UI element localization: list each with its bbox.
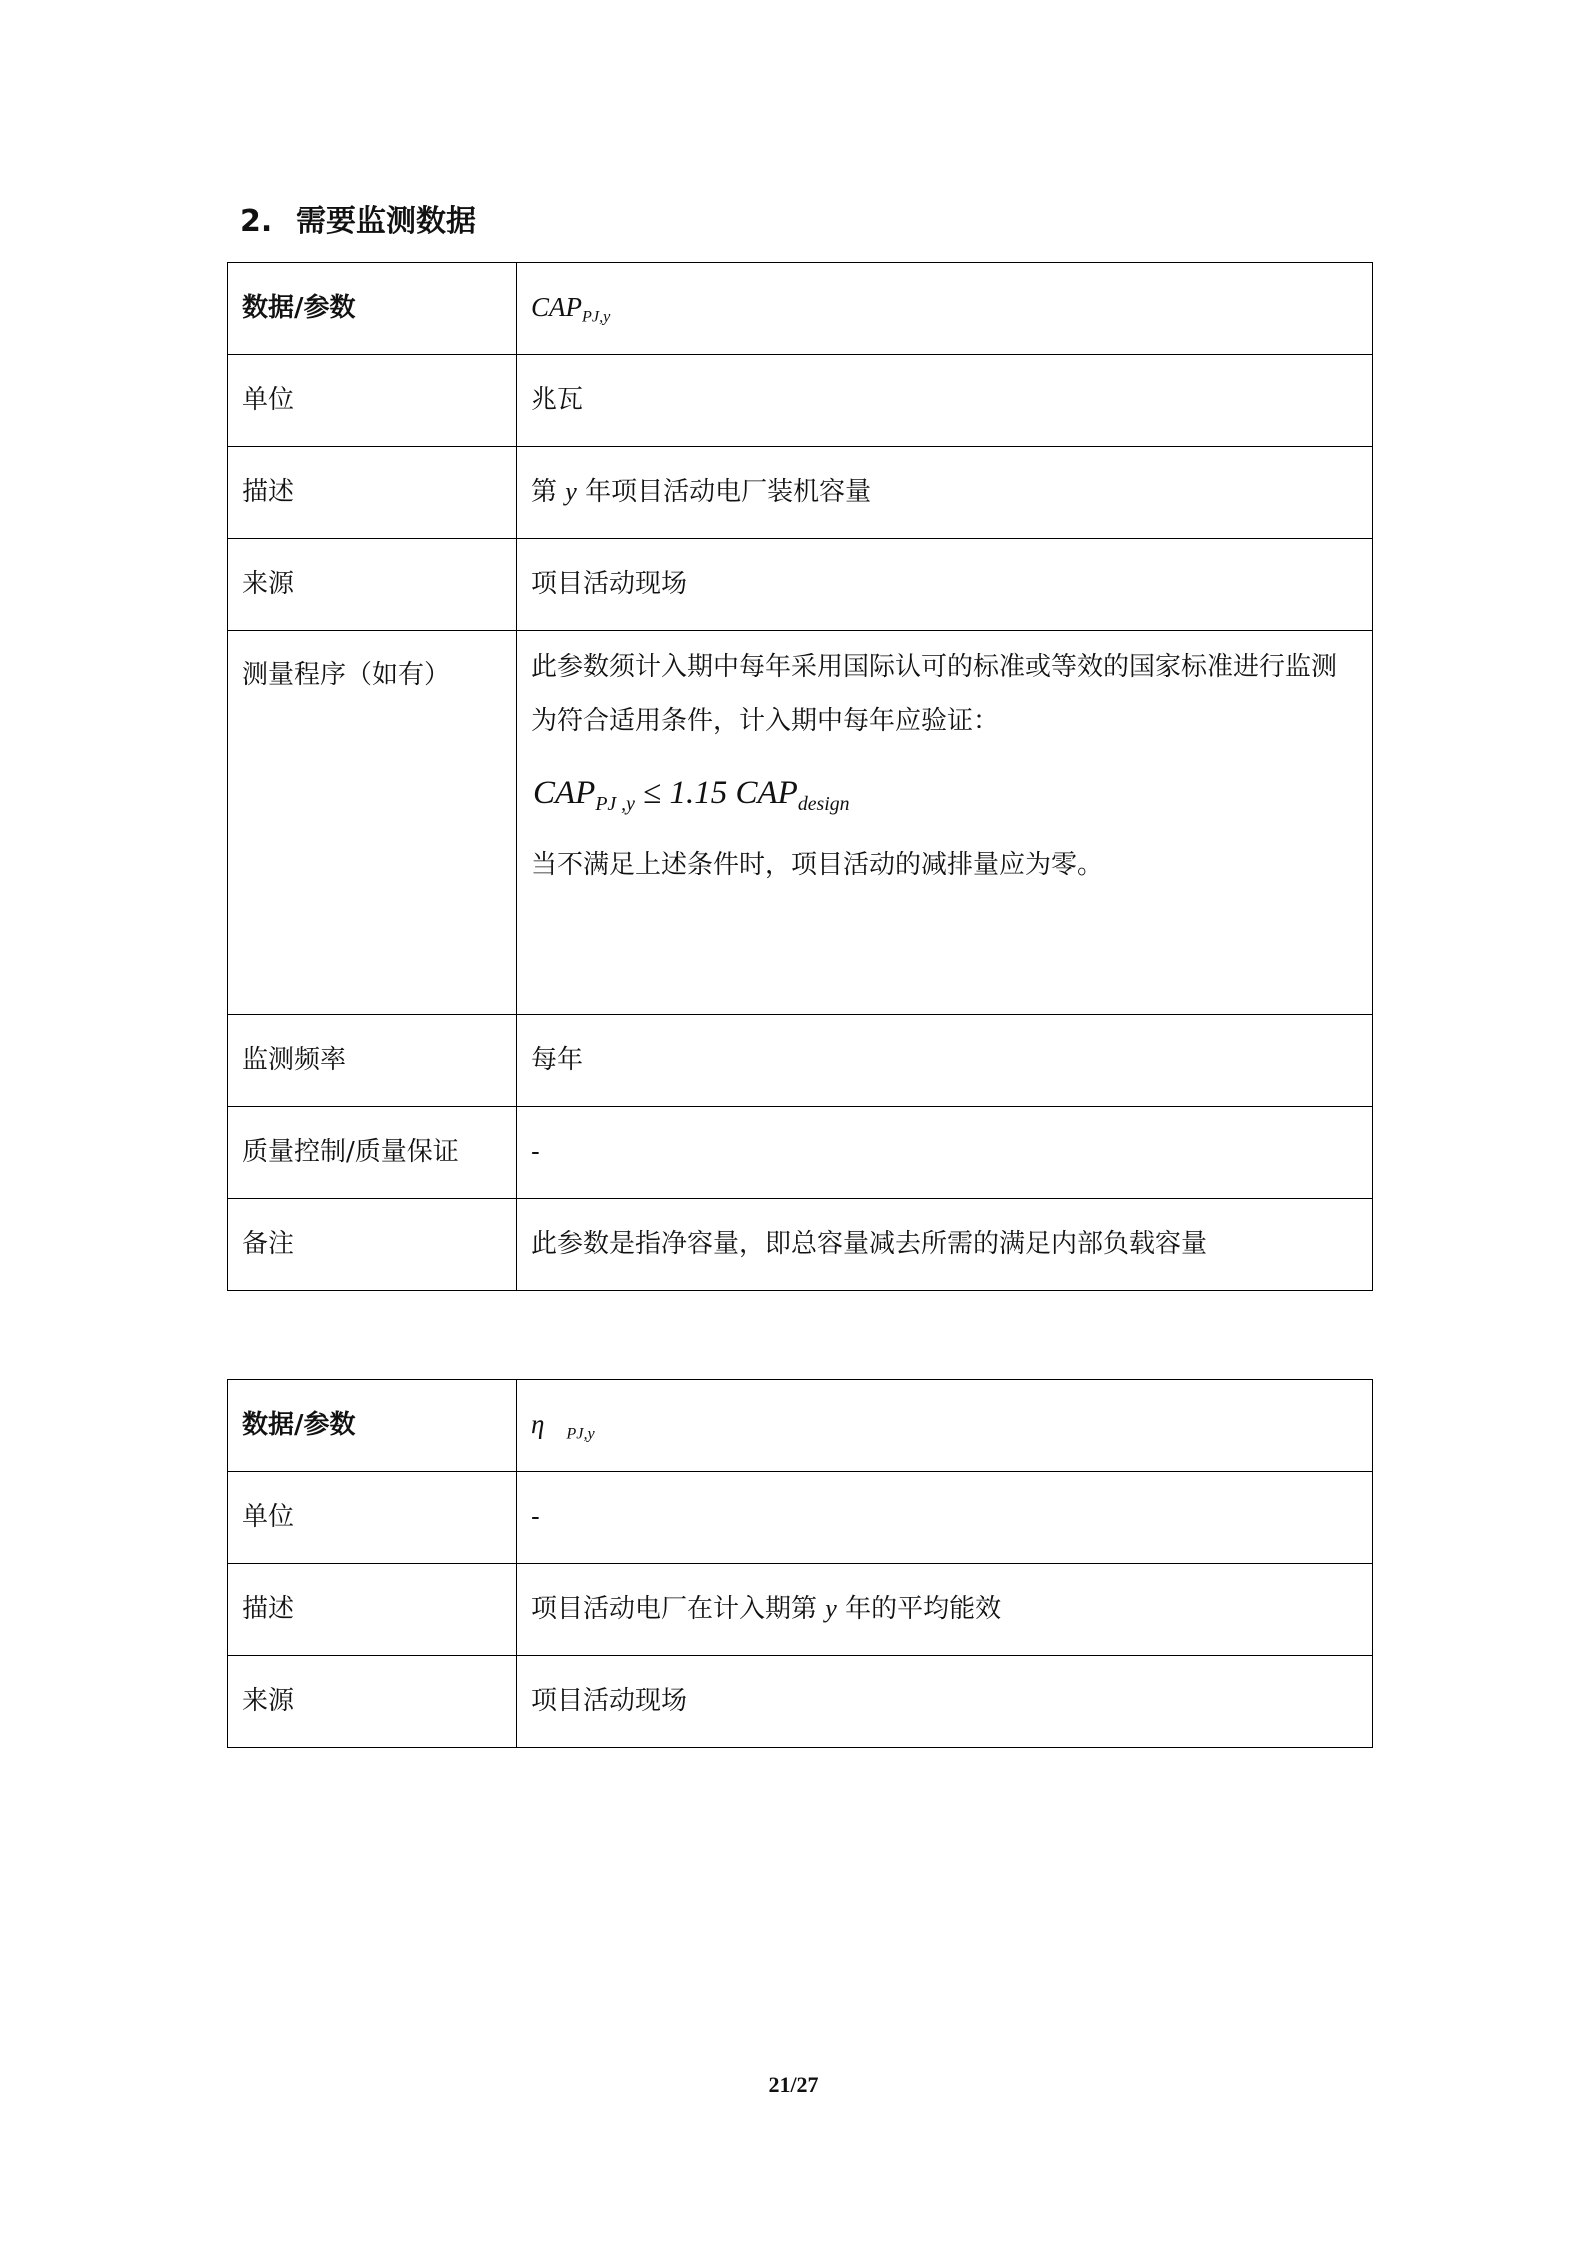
param-symbol-base: η bbox=[531, 1409, 545, 1440]
unit-label: 单位 bbox=[228, 355, 517, 447]
table-row bbox=[228, 1380, 1373, 1472]
param-symbol bbox=[517, 1380, 1373, 1472]
table-row bbox=[228, 1199, 1373, 1291]
table-row bbox=[228, 1015, 1373, 1107]
param-symbol-base: CAP bbox=[531, 292, 582, 323]
procedure-label: 测量程序（如有） bbox=[228, 631, 517, 1015]
table-row bbox=[228, 447, 1373, 539]
qc-value: - bbox=[517, 1107, 1373, 1199]
description-post: 年的平均能效 bbox=[845, 1594, 1002, 1625]
description-value bbox=[517, 1564, 1373, 1656]
frequency-value: 每年 bbox=[517, 1015, 1373, 1107]
note-value: 此参数是指净容量，即总容量减去所需的满足内部负载容量 bbox=[517, 1199, 1373, 1291]
section-heading bbox=[240, 196, 476, 240]
procedure-value bbox=[517, 631, 1373, 1015]
description-label: 描述 bbox=[228, 447, 517, 539]
table-row bbox=[228, 1472, 1373, 1564]
param-symbol-sub: PJ,y bbox=[566, 1424, 595, 1443]
formula bbox=[533, 768, 1358, 820]
source-value: 项目活动现场 bbox=[517, 539, 1373, 631]
formula-operator: ≤ bbox=[643, 774, 662, 811]
description-post: 年项目活动电厂装机容量 bbox=[585, 477, 872, 508]
description-value bbox=[517, 447, 1373, 539]
formula-lhs: CAP bbox=[533, 774, 596, 811]
formula-coefficient: 1.15 bbox=[669, 774, 728, 811]
procedure-text-1: 此参数须计入期中每年采用国际认可的标准或等效的国家标准进行监测 bbox=[531, 652, 1338, 682]
param-symbol bbox=[517, 263, 1373, 355]
unit-value: 兆瓦 bbox=[517, 355, 1373, 447]
description-var: y bbox=[825, 1594, 837, 1624]
formula-rhs-sub: design bbox=[797, 792, 850, 815]
param-label: 数据/参数 bbox=[228, 1380, 517, 1472]
unit-label: 单位 bbox=[228, 1472, 517, 1564]
table-row bbox=[228, 539, 1373, 631]
formula-lhs-sub: PJ ,y bbox=[595, 792, 635, 815]
source-label: 来源 bbox=[228, 1656, 517, 1748]
param-label: 数据/参数 bbox=[228, 263, 517, 355]
section-number: 2. bbox=[240, 204, 273, 239]
section-title: 需要监测数据 bbox=[296, 204, 476, 239]
formula-rhs: CAP bbox=[735, 774, 798, 811]
frequency-label: 监测频率 bbox=[228, 1015, 517, 1107]
unit-value: - bbox=[517, 1472, 1373, 1564]
page-number: 21/27 bbox=[768, 2072, 819, 2097]
description-pre: 第 bbox=[531, 477, 558, 508]
source-label: 来源 bbox=[228, 539, 517, 631]
table-row bbox=[228, 1107, 1373, 1199]
table-row bbox=[228, 631, 1373, 1015]
description-var: y bbox=[565, 477, 577, 507]
parameter-table-eta bbox=[227, 1379, 1373, 1748]
procedure-text-2: 为符合适用条件，计入期中每年应验证： bbox=[531, 706, 1000, 737]
qc-label: 质量控制/质量保证 bbox=[228, 1107, 517, 1199]
table-row bbox=[228, 355, 1373, 447]
param-symbol-sub: PJ,y bbox=[582, 307, 611, 326]
table-row bbox=[228, 263, 1373, 355]
parameter-table-cap bbox=[227, 262, 1373, 1291]
description-pre: 项目活动电厂在计入期第 bbox=[531, 1594, 818, 1625]
note-label: 备注 bbox=[228, 1199, 517, 1291]
procedure-text-3: 当不满足上述条件时，项目活动的减排量应为零。 bbox=[531, 850, 1104, 881]
table-row bbox=[228, 1656, 1373, 1748]
description-label: 描述 bbox=[228, 1564, 517, 1656]
table-row bbox=[228, 1564, 1373, 1656]
source-value: 项目活动现场 bbox=[517, 1656, 1373, 1748]
